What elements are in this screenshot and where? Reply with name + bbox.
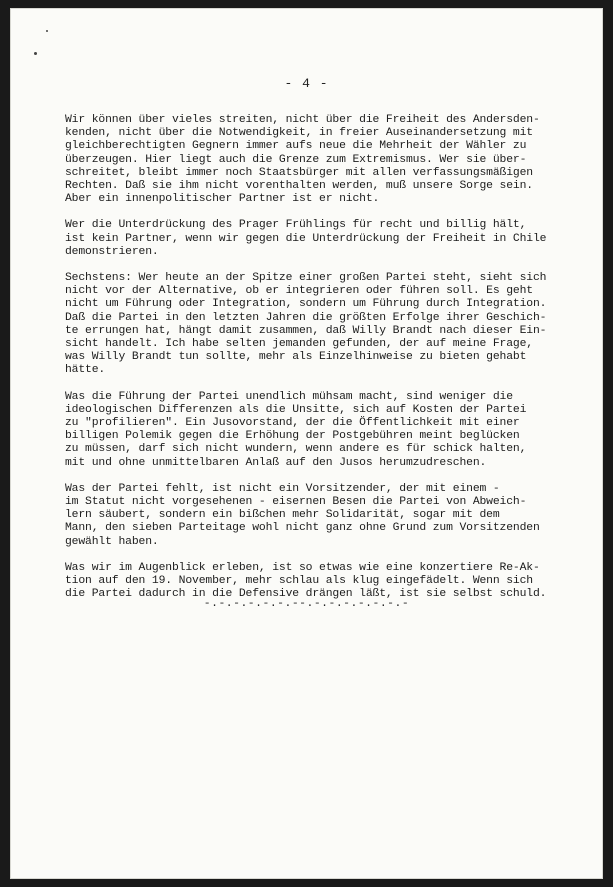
text-line: demonstrieren. bbox=[65, 245, 159, 258]
text-line: nicht vor der Alternative, ob er integrieren oder führen soll. Es geht bbox=[65, 285, 533, 298]
text-line: Rechten. Daß sie ihm nicht vorenthalten werden, muß unsere Sorge sein. bbox=[65, 180, 533, 193]
text-line: Was der Partei fehlt, ist nicht ein Vorsitzender, der mit einem - bbox=[65, 482, 500, 495]
text-line: zu müssen, darf sich nicht wundern, wenn andere es für schick halten, bbox=[65, 443, 527, 456]
text-line: schreitet, bleibt immer noch Staatsbürger mit allen verfassungsmäßigen bbox=[65, 166, 533, 179]
text-line: ist kein Partner, wenn wir gegen die Unterdrückung der Freiheit in Chile bbox=[65, 232, 547, 245]
paragraph bbox=[65, 391, 595, 470]
body-text bbox=[65, 114, 595, 615]
text-line: Sechstens: Wer heute an der Spitze einer großen Partei steht, sieht sich bbox=[65, 272, 547, 285]
text-line: Was wir im Augenblick erleben, ist so etwas wie eine konzertiere Re-Ak- bbox=[65, 561, 540, 574]
text-line: hätte. bbox=[65, 364, 106, 377]
text-line: billigen Polemik gegen die Erhöhung der Postgebühren meint beglücken bbox=[65, 430, 520, 443]
text-line: Aber ein innenpolitischer Partner ist er nicht. bbox=[65, 193, 380, 206]
text-line: te errungen hat, hängt damit zusammen, daß Willy Brandt nach dieser Ein- bbox=[65, 324, 547, 337]
scan-speck bbox=[46, 30, 48, 32]
text-line: Wer die Unterdrückung des Prager Frühlings für recht und billig hält, bbox=[65, 219, 527, 232]
paragraph bbox=[65, 483, 595, 549]
text-line: nicht um Führung oder Integration, sondern um Führung durch Integration. bbox=[65, 298, 547, 311]
document-page bbox=[10, 8, 603, 879]
end-separator: -.-.-.-.-.-.--.-.-.-.-.-.-.- bbox=[203, 598, 410, 610]
scan-speck bbox=[34, 52, 37, 55]
text-line: gewählt haben. bbox=[65, 535, 159, 548]
text-line: zu "profilieren". Ein Jusovorstand, der die Öffentlichkeit mit einer bbox=[65, 417, 520, 430]
text-line: lern säubert, sondern ein bißchen mehr Solidarität, sogar mit dem bbox=[65, 509, 500, 522]
paragraph bbox=[65, 219, 595, 259]
text-line: die Partei dadurch in die Defensive drängen läßt, ist sie selbst schuld. bbox=[65, 588, 547, 601]
text-line: im Statut nicht vorgesehenen - eisernen Besen die Partei von Abweich- bbox=[65, 496, 527, 509]
paragraph bbox=[65, 562, 595, 602]
text-line: kenden, nicht über die Notwendigkeit, in freier Auseinandersetzung mit bbox=[65, 127, 533, 140]
text-line: Mann, den sieben Parteitage wohl nicht ganz ohne Grund zum Vorsitzenden bbox=[65, 522, 540, 535]
text-line: mit und ohne unmittelbaren Anlaß auf den Jusos herumzudreschen. bbox=[65, 456, 487, 469]
paragraph bbox=[65, 272, 595, 378]
paragraph bbox=[65, 114, 595, 206]
text-line: gleichberechtigten Gegnern immer aufs neue die Mehrheit der Wähler zu bbox=[65, 140, 527, 153]
text-line: ideologischen Differenzen als die Unsitte, sich auf Kosten der Partei bbox=[65, 403, 527, 416]
text-line: sicht handelt. Ich habe selten jemanden gefunden, der auf meine Frage, bbox=[65, 338, 533, 351]
text-line: überzeugen. Hier liegt auch die Grenze zum Extremismus. Wer sie über- bbox=[65, 153, 527, 166]
text-line: Wir können über vieles streiten, nicht über die Freiheit des Andersden- bbox=[65, 114, 540, 126]
text-line: tion auf den 19. November, mehr schlau als klug eingefädelt. Wenn sich bbox=[65, 575, 533, 588]
page-number: - 4 - bbox=[284, 76, 329, 91]
text-line: Was die Führung der Partei unendlich mühsam macht, sind weniger die bbox=[65, 390, 513, 403]
text-line: Daß die Partei in den letzten Jahren die größten Erfolge ihrer Geschich- bbox=[65, 311, 547, 324]
text-line: was Willy Brandt tun sollte, mehr als Einzelhinweise zu bieten gehabt bbox=[65, 351, 527, 364]
